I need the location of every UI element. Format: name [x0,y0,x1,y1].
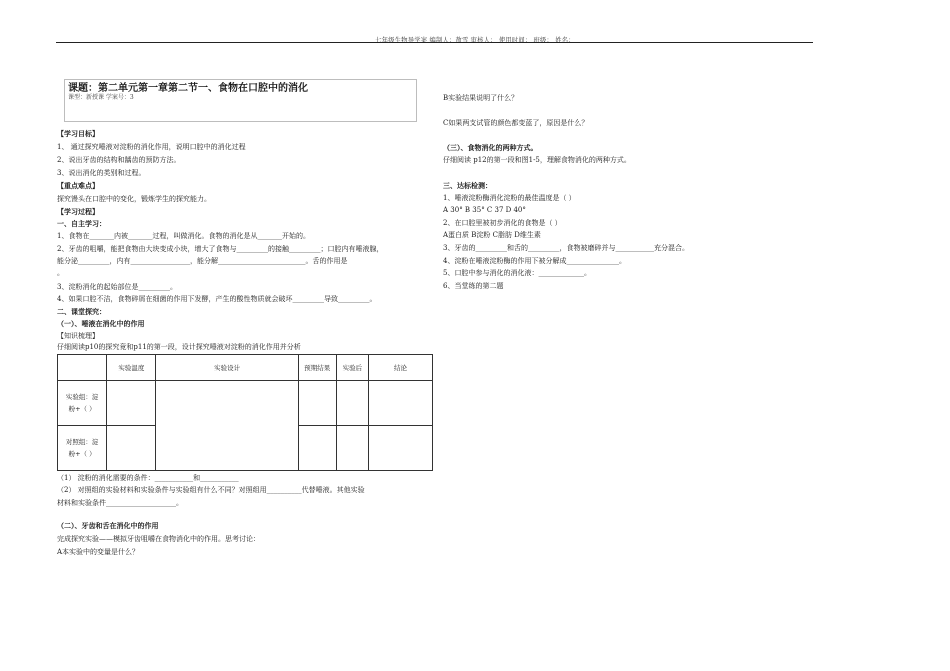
header-design: 实验设计 [156,355,298,381]
class-inquiry-heading: 二、课堂探究： [57,308,106,316]
condition-question-2: （2） 对照组的实验材料和实验条件与实验组有什么不同？对照组用__________代替唾液。其他实验 [57,486,365,494]
self-study-q2-line1: 2、牙齿的咀嚼，能把食物由大块变成小块，增大了食物与_________的接触_________；口腔内有唾液腺， [57,245,384,253]
section-learning-process: 【学习过程】 [57,208,99,216]
self-study-q2-line2: 能分泌_________，内有_________________，能分解_________________________。舌的作用是 [57,257,348,265]
self-study-q2-line3: 。 [57,269,64,277]
key-points-text: 探究馒头在口腔中的变化，锻炼学生的探究能力。 [57,195,211,203]
section-learning-goals: 【学习目标】 [57,130,99,138]
question-a-variable: A本实验中的变量是什么？ [57,548,140,556]
self-study-q4: 4、如果口腔不洁，食物碎屑在细菌的作用下发酵，产生的酸性物质就会破坏_________导致_________。 [57,295,377,303]
self-study-heading: 一、自主学习： [57,220,106,228]
assessment-q1-options: A 30° B 35° C 37 D 40° [443,206,526,214]
saliva-section-heading: （一）、唾液在消化中的作用 [57,320,145,328]
page-header: 七年级生物导学案 编制人：敖雪 审核人： 使用时间： 班级： 姓名： [375,37,575,44]
row-control-label: 对照组：淀 粉+（ ） [58,426,107,471]
cell-ctrl-after [336,426,368,471]
assessment-q5: 5、口腔中参与消化的消化液：_____________。 [443,269,591,277]
header-divider [56,42,813,43]
header-conclusion: 结论 [369,355,433,381]
header-expected: 预期结果 [298,355,336,381]
cell-ctrl-expected [298,426,336,471]
assessment-q4: 4、淀粉在唾液淀粉酶的作用下被分解成_______________。 [443,257,626,265]
goal-1: 1、 通过探究唾液对淀粉的消化作用，说明口腔中的消化过程 [57,143,246,151]
teeth-experiment-instruction: 完成探究实验——模拟牙齿咀嚼在食物消化中的作用。思考讨论： [57,535,260,543]
knowledge-review-label: 【知识梳理】 [57,332,99,340]
assessment-q1: 1、唾液淀粉酶消化淀粉的最佳温度是（ ） [443,194,576,202]
digestion-methods-instruction: 仔细阅读 p12的第一段和图1-5，理解食物消化的两种方式。 [443,156,631,164]
cell-design-merged [156,381,298,471]
cell-exp-conclusion [369,381,433,426]
question-b-result: B实验结果说明了什么？ [443,94,519,102]
goal-3: 3、说出消化的类别和过程。 [57,169,146,177]
self-study-q1: 1、食物在_______内被_______过程，叫做消化。食物的消化是从_______开始的。 [57,232,310,240]
cell-exp-expected [298,381,336,426]
row-experimental-label: 实验组：淀粉+（ ） [58,381,107,426]
reading-instruction: 仔细阅读p10的探究竟和p11的第一段，设计探究唾液对淀粉的消化作用并分析 [57,343,301,351]
lesson-title-box [64,79,417,122]
teeth-tongue-heading: （二）、牙齿和舌在消化中的作用 [57,522,159,530]
cell-exp-after [336,381,368,426]
assessment-q6: 6、当堂练的第二题 [443,282,504,290]
table-corner-cell [58,355,107,381]
assessment-q2-options: A蛋白质 B淀粉 C脂肪 D维生素 [443,231,541,239]
cell-ctrl-conclusion [369,426,433,471]
section-key-points: 【重点难点】 [57,182,99,190]
header-after: 实验后 [336,355,368,381]
lesson-title: 课题：第二单元第一章第二节一、食物在口腔中的消化 [68,83,308,94]
condition-question-2-cont: 材料和实验条件____________________。 [57,499,183,507]
goal-2: 2、说出牙齿的结构和龋齿的预防方法。 [57,156,181,164]
experiment-table [57,354,433,471]
digestion-methods-heading: （三）、食物消化的两种方式。 [443,144,538,152]
assessment-heading: 三、达标检测： [443,182,492,190]
cell-ctrl-temperature [107,426,156,471]
cell-exp-temperature [107,381,156,426]
condition-question-1: （1） 淀粉的消化需要的条件：___________和___________ [57,474,239,482]
question-c-both-blue: C如果两支试管的颜色都变蓝了，原因是什么？ [443,119,589,127]
self-study-q3: 3、淀粉消化的起始部位是_________。 [57,283,177,291]
assessment-q2: 2、在口腔里被初步消化的食物是（ ） [443,219,562,227]
header-temperature: 实验温度 [107,355,156,381]
assessment-q3: 3、牙齿的_________和舌的_________，食物被磨碎并与___________充分混合。 [443,244,689,252]
lesson-subtitle: 课型：新授课 学案号：3 [68,94,134,101]
